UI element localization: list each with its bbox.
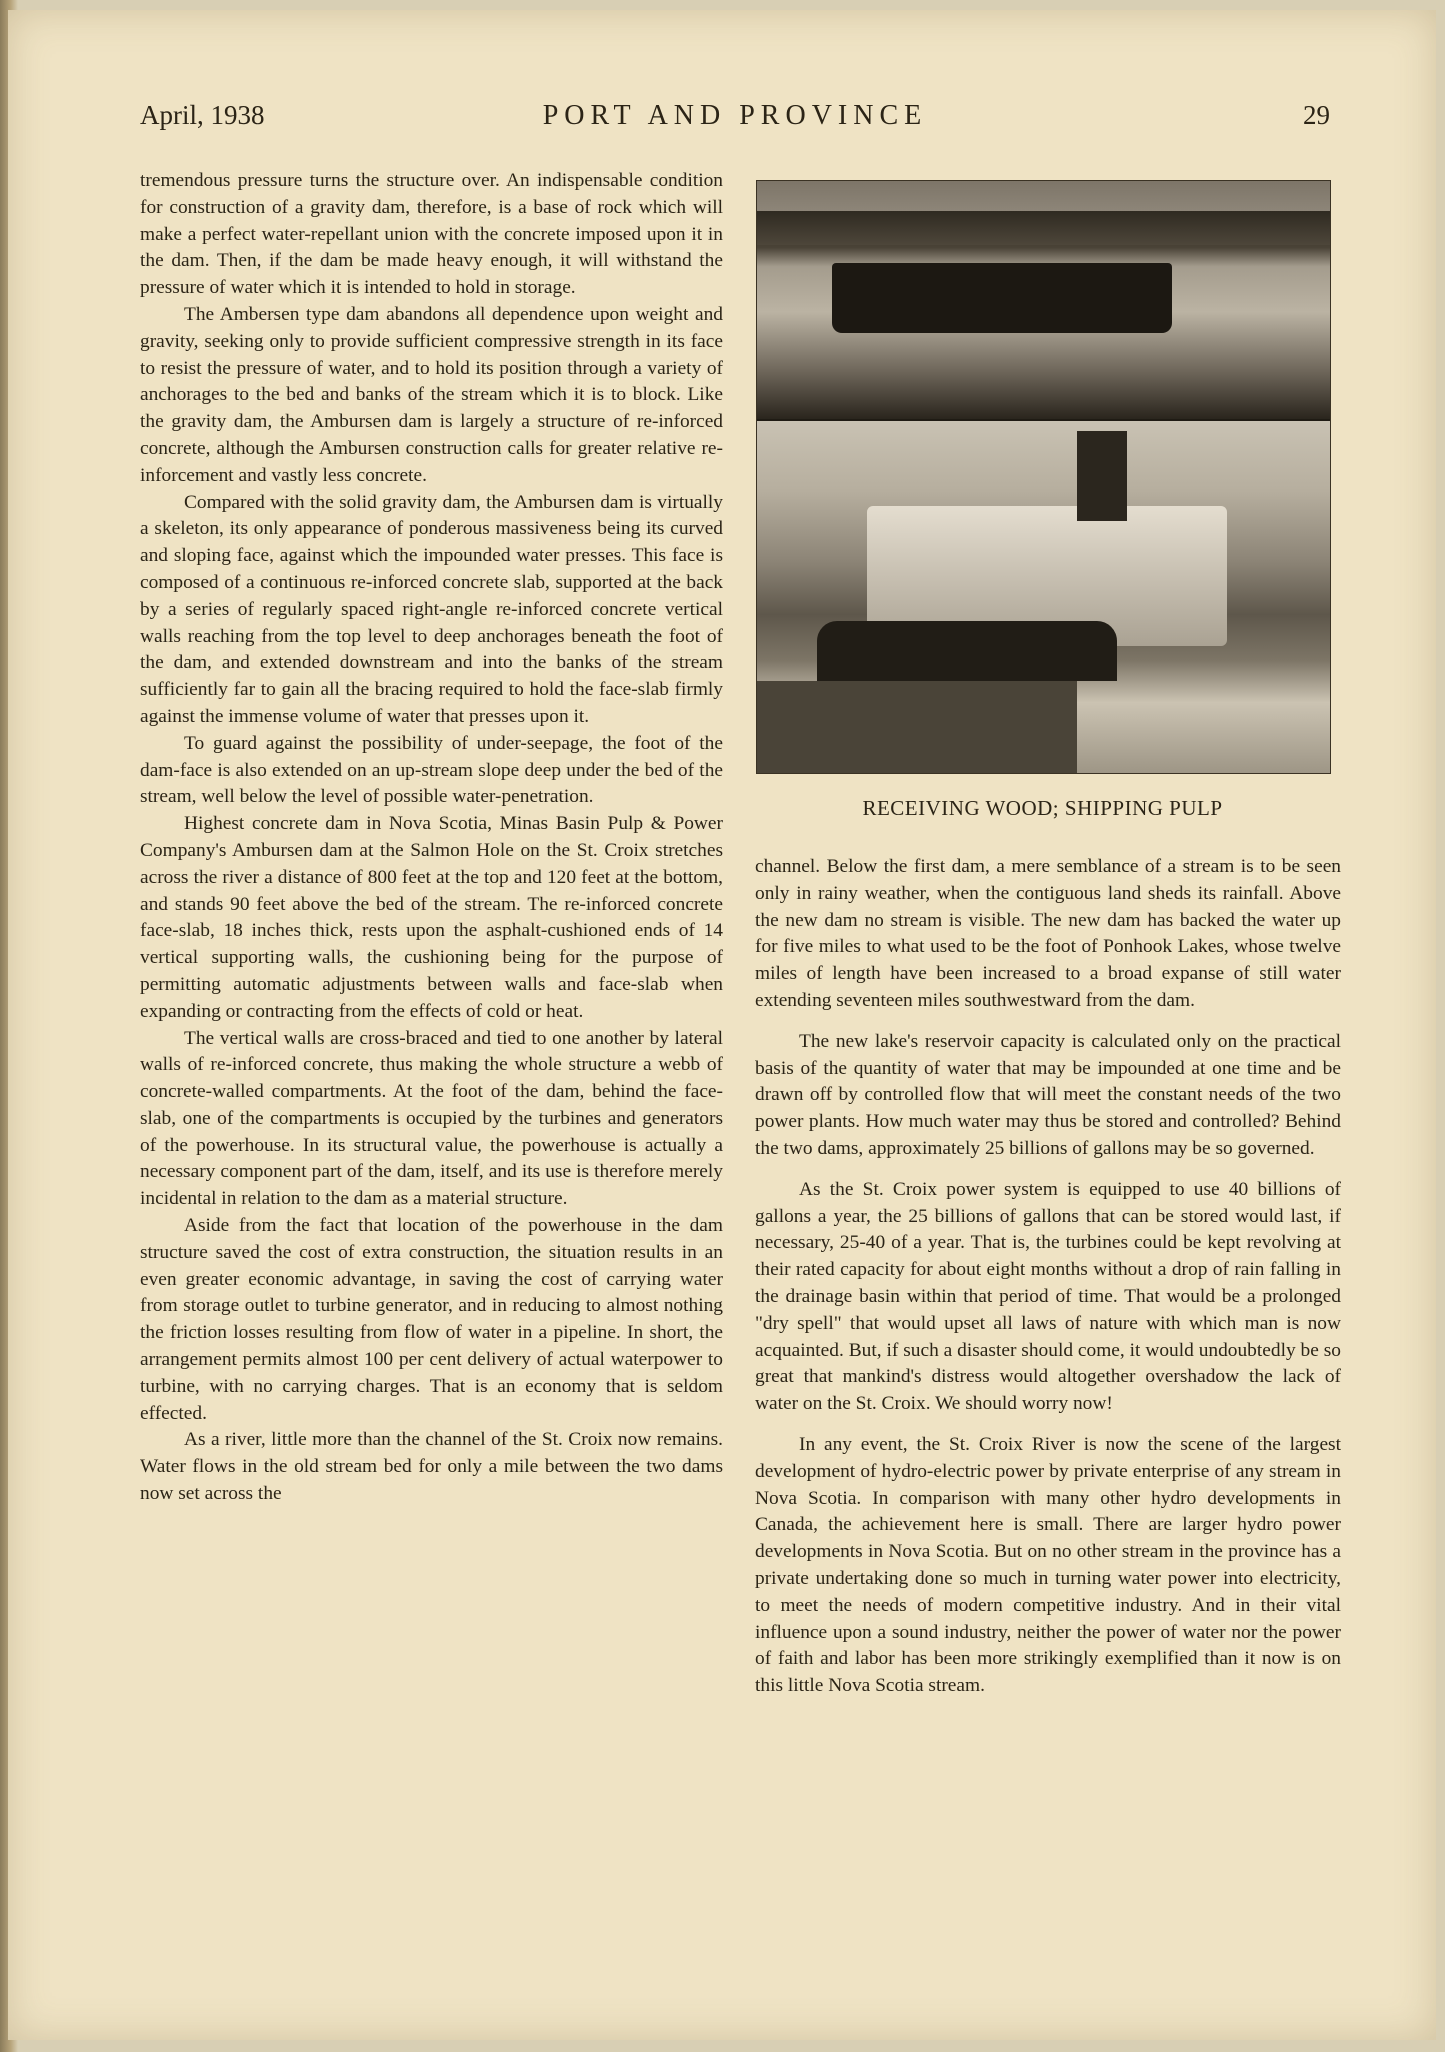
publication-title: PORT AND PROVINCE [542,100,928,131]
photo-workers [817,621,1117,681]
photo-ship-funnel [1077,431,1127,521]
paragraph: As the St. Croix power system is equipped to use 40 billions of gallons a year, the 25 billions of gallons that can be stored would last, if necessary, 25-40 of a year. That is, the turbines could be kept revolving at their rated capacity for about eight months without a drop of rain falling in the drainage basin within that period of time. That would be a prolonged "dry spell" that would upset all laws of nature with which man is now acquainted. But, if such a disaster should come, it would undoubtedly be so great that mankind's distress would altogether overshadow the lack of water on the St. Croix. We should worry now! [755,1178,1341,1415]
paragraph: channel. Below the first dam, a mere semblance of a stream is to be seen only in rainy weather, when the contiguous land sheds its rainfall. Above the new dam no stream is visible. The new dam has backed the water up for five miles to what used to be the foot of Ponhook Lakes, whose twelve miles of length have been increased to a broad expanse of still water extending seventeen miles southwestward from the dam. [755,856,1341,1011]
paragraph: The Ambersen type dam abandons all dependence upon weight and gravity, seeking only to provide sufficient compressive strength in its face to resist the pressure of water, and to hold its position through a variety of anchorages to the bed and banks of the stream which it is to block. Like the gravity dam, the Ambursen dam is largely a structure of re-inforced concrete, although the Ambursen construction calls for greater relative re-inforcement and vastly less concrete. [140,303,723,486]
paragraph: tremendous pressure turns the structure over. An indispensable condition for construction of a gravity dam, therefore, is a base of rock which will make a perfect water-repellant union with the concrete imposed upon it in the dam. Then, if the dam be made heavy enough, it will withstand the pressure of water which it is intended to hold in storage. [140,170,723,299]
photograph [756,180,1331,774]
left-column [140,168,723,1508]
paragraph: Compared with the solid gravity dam, the Ambursen dam is virtually a skeleton, its only appearance of ponderous massiveness being its curved and sloping face, against which the impounded water presses. This face is composed of a continuous re-inforced concrete slab, supported at the back by a series of regularly spaced right-angle re-inforced concrete vertical walls reaching from the top level to deep anchorages beneath the foot of the dam, and extended downstream and into the banks of the stream sufficiently far to gain all the bracing required to hold the face-slab firmly against the immense volume of water that presses upon it. [140,491,723,727]
page-header [140,100,1330,140]
page-number: 29 [1303,100,1330,130]
paragraph: As a river, little more than the channel of the St. Croix now remains. Water flows in the old stream bed for only a mile between the two dams now set across the [140,1429,723,1505]
photo-barge-on-river [757,181,1330,419]
paragraph: In any event, the St. Croix River is now the scene of the largest development of hydro-electric power by private enterprise of any stream in Nova Scotia. In comparison with many other hydro developments in Canada, the achievement here is small. There are larger hydro power developments in Nova Scotia. But on no other stream in the province has a private undertaking done so much in turning water power into electricity, to meet the needs of modern competitive industry. And in their vital influence upon a sound industry, neither the power of water nor the power of faith and labor has been more strikingly exemplified than it now is on this little Nova Scotia stream. [755,1433,1341,1697]
paragraph: Highest concrete dam in Nova Scotia, Minas Basin Pulp & Power Company's Ambursen dam at the Salmon Hole on the St. Croix stretches across the river a distance of 800 feet at the top and 120 feet at the bottom, and stands 90 feet above the bed of the stream. The re-inforced concrete face-slab, 18 inches thick, rests upon the asphalt-cushioned ends of 14 vertical supporting walls, the cushioning being for the purpose of permitting automatic adjustments between walls and face-slab when expanding or contracting from the effects of cold or heat. [140,813,723,1022]
photo-barge [832,263,1172,333]
issue-date: April, 1938 [140,100,265,130]
paragraph: The vertical walls are cross-braced and tied to one another by lateral walls of re-inforced concrete, thus making the whole structure a webb of concrete-walled compartments. At the foot of the dam, behind the face-slab, one of the compartments is occupied by the turbines and generators of the powerhouse. In its structural value, the powerhouse is actually a necessary component part of the dam, itself, and its use is therefore merely incidental in relation to the dam as a material structure. [140,1027,723,1210]
photo-ship-at-dock [757,421,1330,773]
right-column [755,854,1341,1700]
paragraph: Aside from the fact that location of the powerhouse in the dam structure saved the cost of extra construction, the situation results in an even greater economic advantage, in saving the cost of carrying water from storage outlet to turbine generator, and in reducing to almost nothing the friction losses resulting from flow of water in a pipeline. In short, the arrangement permits almost 100 per cent delivery of actual waterpower to turbine, with no carrying charges. That is an economy that is seldom effected. [140,1215,723,1424]
paragraph: The new lake's reservoir capacity is calculated only on the practical basis of the quantity of water that may be impounded at one time and be drawn off by controlled flow that will meet the constant needs of the two power plants. How much water may thus be stored and controlled? Behind the two dams, approximately 25 billions of gallons may be so governed. [755,1030,1341,1159]
paragraph: To guard against the possibility of under-seepage, the foot of the dam-face is also extended on an up-stream slope deep under the bed of the stream, well below the level of possible water-penetration. [140,732,723,808]
photo-shoreline [757,211,1330,245]
photo-caption: RECEIVING WOOD; SHIPPING PULP [862,796,1223,820]
photo-dock [757,681,1077,773]
